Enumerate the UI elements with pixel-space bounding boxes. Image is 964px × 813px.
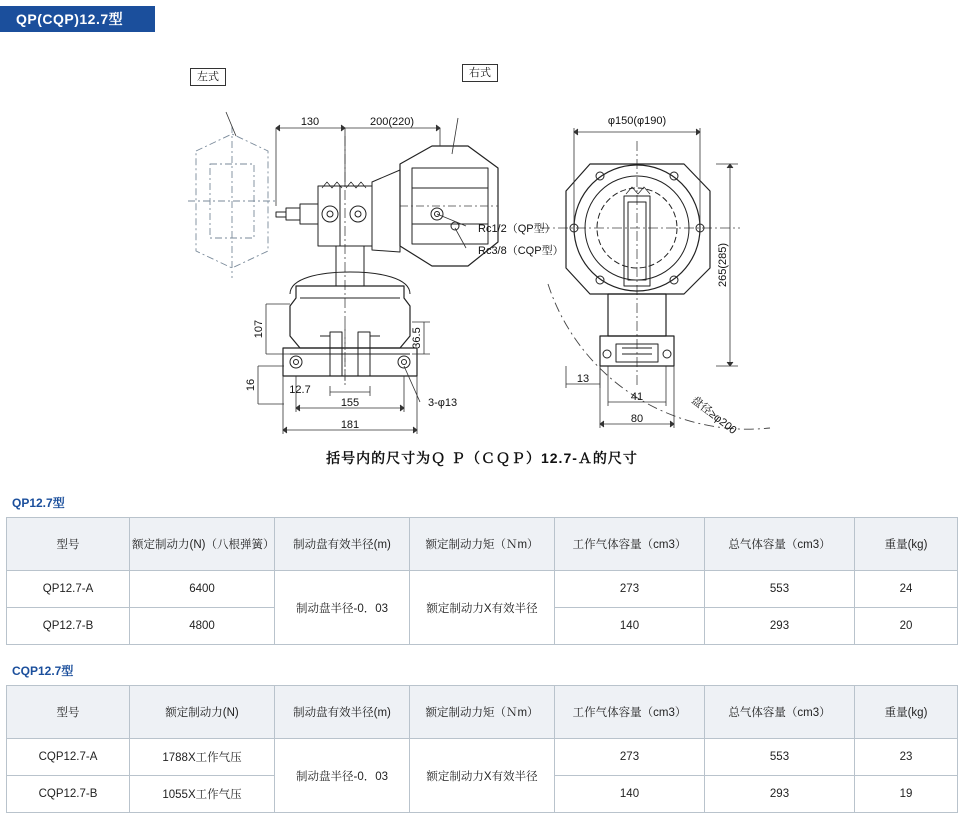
dim-200: 200(220) <box>369 116 415 128</box>
cell-work-volume: 273 <box>555 739 705 776</box>
col-model: 型号 <box>7 686 130 739</box>
dim-41: 41 <box>630 391 644 403</box>
cell-radius: 制动盘半径-0．03 <box>275 571 410 645</box>
dim-12-7: 12.7 <box>289 384 311 396</box>
cell-force: 6400 <box>130 571 275 608</box>
label-disc-dia: 盘径≥φ200 <box>689 394 739 437</box>
cell-weight: 19 <box>855 776 958 813</box>
cell-weight: 23 <box>855 739 958 776</box>
label-rc-cqp: Rc3/8（CQP型） <box>478 245 564 257</box>
drawing-svg <box>0 36 964 476</box>
dim-265: 265(285) <box>717 242 729 288</box>
dim-155: 155 <box>340 397 360 409</box>
dim-130: 130 <box>300 116 320 128</box>
dim-phi150: φ150(φ190) <box>607 115 667 127</box>
page-title: QP(CQP)12.7型 <box>0 6 155 32</box>
cqp-table <box>6 685 958 813</box>
cell-total-volume: 553 <box>705 571 855 608</box>
qp-table-wrap <box>6 494 958 645</box>
col-total-volume: 总气体容量（cm3） <box>705 518 855 571</box>
cell-weight: 24 <box>855 571 958 608</box>
col-weight: 重量(kg) <box>855 686 958 739</box>
drawing-caption: 括号内的尺寸为Ｑ Ｐ（ＣＱＰ）12.7-Ａ的尺寸 <box>326 450 638 466</box>
table-row <box>7 571 958 608</box>
col-radius: 制动盘有效半径(m) <box>275 686 410 739</box>
dim-107: 107 <box>253 319 265 339</box>
col-radius: 制动盘有效半径(m) <box>275 518 410 571</box>
cell-work-volume: 140 <box>555 608 705 645</box>
label-left-type: 左式 <box>190 68 226 86</box>
cell-radius: 制动盘半径-0．03 <box>275 739 410 813</box>
dim-36-5: 36.5 <box>411 327 423 349</box>
qp-table <box>6 517 958 645</box>
cell-total-volume: 293 <box>705 776 855 813</box>
cell-force: 1788X工作气压 <box>130 739 275 776</box>
cqp-table-label: CQP12.7型 <box>12 664 74 678</box>
cell-force: 4800 <box>130 608 275 645</box>
table-row <box>7 739 958 776</box>
technical-drawing <box>0 36 964 476</box>
table-header-row <box>7 686 958 739</box>
col-force: 额定制动力(N)（八根弹簧） <box>130 518 275 571</box>
cell-weight: 20 <box>855 608 958 645</box>
table-header-row <box>7 518 958 571</box>
col-torque: 额定制动力矩（Ｎm） <box>410 518 555 571</box>
col-model: 型号 <box>7 518 130 571</box>
cell-force: 1055X工作气压 <box>130 776 275 813</box>
cqp-table-wrap <box>6 662 958 813</box>
col-torque: 额定制动力矩（Ｎm） <box>410 686 555 739</box>
qp-table-label: QP12.7型 <box>12 496 65 510</box>
dim-181: 181 <box>340 419 360 431</box>
cell-work-volume: 273 <box>555 571 705 608</box>
cell-model: CQP12.7-B <box>7 776 130 813</box>
col-total-volume: 总气体容量（cm3） <box>705 686 855 739</box>
col-work-volume: 工作气体容量（cm3） <box>555 686 705 739</box>
dim-16: 16 <box>245 378 257 392</box>
cell-total-volume: 553 <box>705 739 855 776</box>
cell-model: CQP12.7-A <box>7 739 130 776</box>
label-right-type: 右式 <box>462 64 498 82</box>
cell-torque: 额定制动力X有效半径 <box>410 739 555 813</box>
label-holes: 3-φ13 <box>428 397 458 409</box>
dim-13: 13 <box>576 373 590 385</box>
col-work-volume: 工作气体容量（cm3） <box>555 518 705 571</box>
dim-80: 80 <box>630 413 644 425</box>
col-weight: 重量(kg) <box>855 518 958 571</box>
cell-model: QP12.7-B <box>7 608 130 645</box>
col-force: 额定制动力(N) <box>130 686 275 739</box>
cell-torque: 额定制动力X有效半径 <box>410 571 555 645</box>
cell-model: QP12.7-A <box>7 571 130 608</box>
cell-total-volume: 293 <box>705 608 855 645</box>
label-rc-qp: Rc1/2（QP型） <box>478 223 556 235</box>
cell-work-volume: 140 <box>555 776 705 813</box>
